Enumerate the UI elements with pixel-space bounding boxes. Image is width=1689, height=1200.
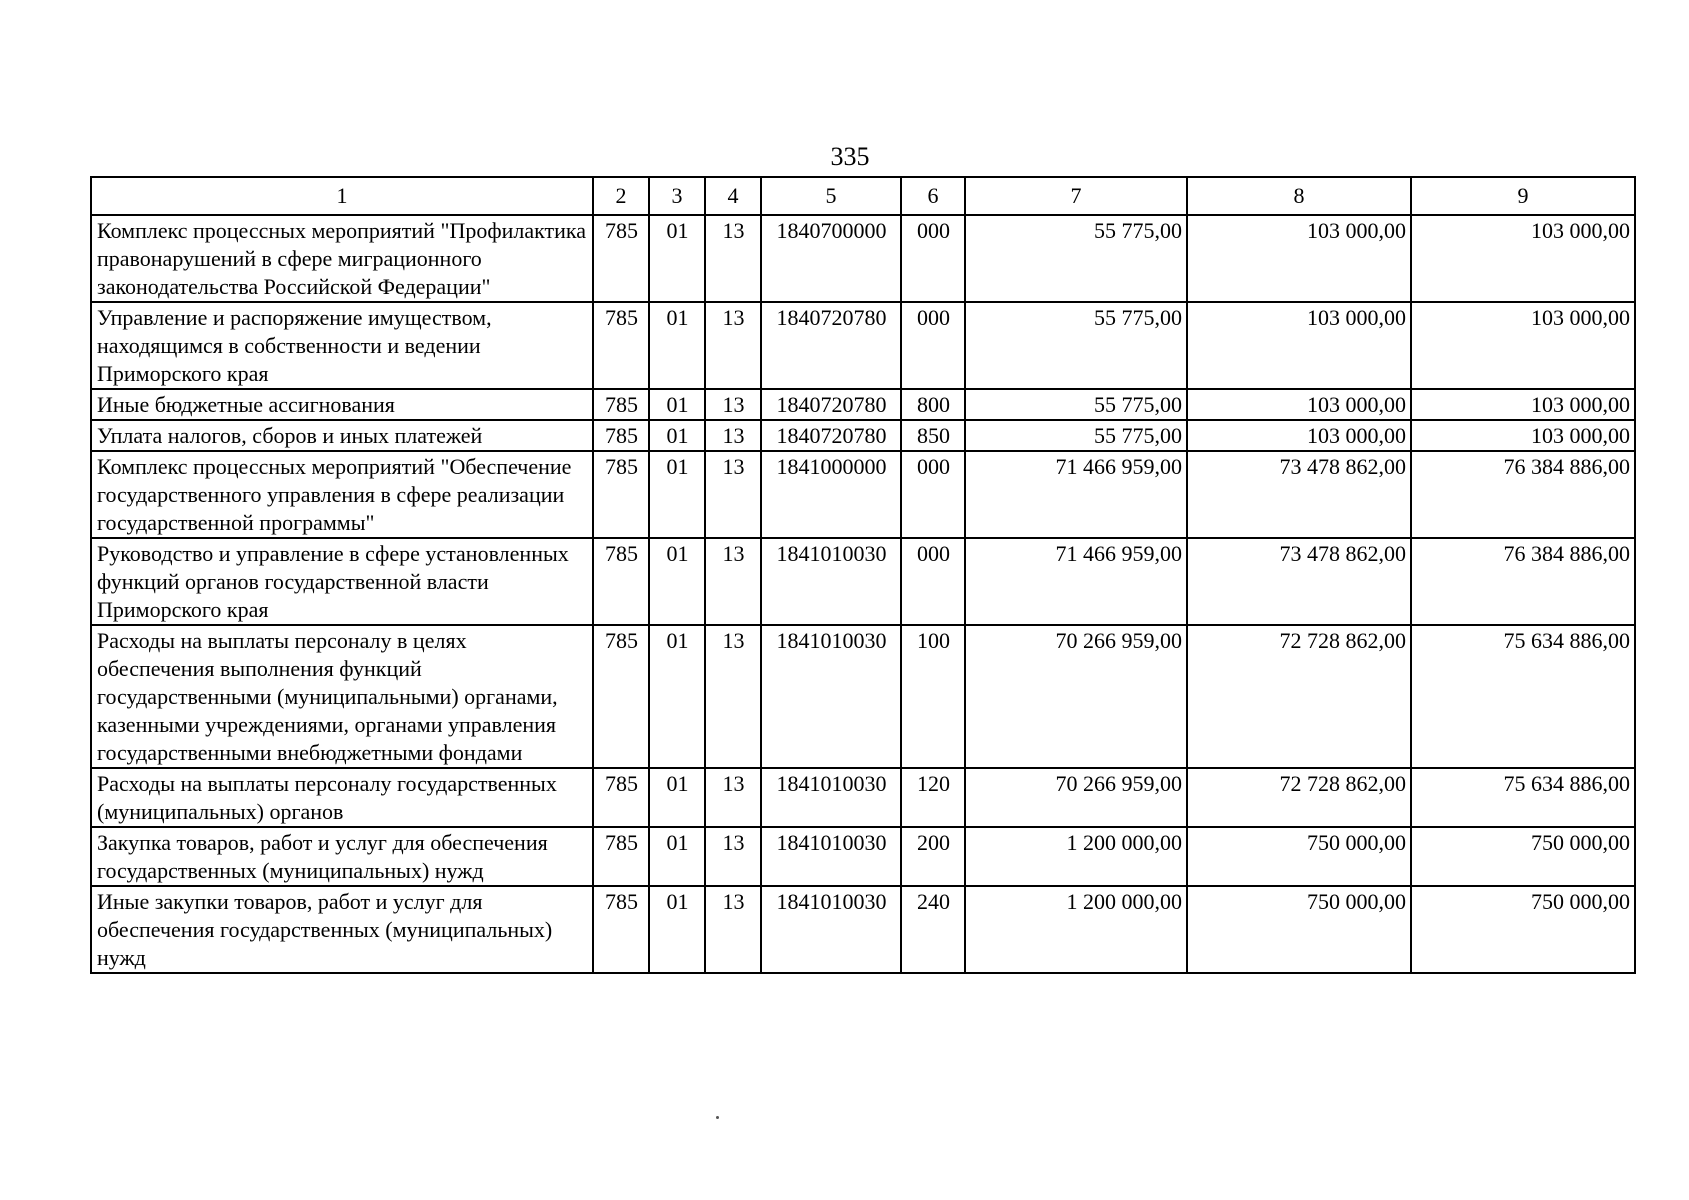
code-target-article: 1840720780 <box>761 389 901 420</box>
code-subsection: 13 <box>705 538 761 625</box>
amount-col8: 103 000,00 <box>1187 420 1411 451</box>
amount-col7: 55 775,00 <box>965 420 1187 451</box>
code-target-article: 1841010030 <box>761 827 901 886</box>
code-target-article: 1841000000 <box>761 451 901 538</box>
amount-col7: 55 775,00 <box>965 302 1187 389</box>
column-header: 9 <box>1411 177 1635 215</box>
row-name: Расходы на выплаты персоналу государственных (муниципальных) органов <box>91 768 593 827</box>
row-name: Управление и распоряжение имуществом, находящимся в собственности и ведении Приморского края <box>91 302 593 389</box>
code-expense-type: 000 <box>901 538 965 625</box>
column-header: 8 <box>1187 177 1411 215</box>
amount-col8: 72 728 862,00 <box>1187 625 1411 768</box>
code-expense-type: 000 <box>901 451 965 538</box>
amount-col7: 1 200 000,00 <box>965 827 1187 886</box>
code-section: 01 <box>649 451 705 538</box>
code-target-article: 1841010030 <box>761 768 901 827</box>
amount-col8: 73 478 862,00 <box>1187 451 1411 538</box>
amount-col7: 71 466 959,00 <box>965 451 1187 538</box>
code-ministry: 785 <box>593 420 649 451</box>
code-ministry: 785 <box>593 389 649 420</box>
code-target-article: 1840720780 <box>761 302 901 389</box>
code-expense-type: 000 <box>901 302 965 389</box>
row-name: Комплекс процессных мероприятий "Профилактика правонарушений в сфере миграционного законодательства Российской Федерации" <box>91 215 593 302</box>
code-expense-type: 200 <box>901 827 965 886</box>
table-row <box>91 768 1635 827</box>
code-subsection: 13 <box>705 625 761 768</box>
amount-col9: 750 000,00 <box>1411 886 1635 973</box>
code-subsection: 13 <box>705 827 761 886</box>
table-row <box>91 538 1635 625</box>
column-header: 5 <box>761 177 901 215</box>
code-expense-type: 850 <box>901 420 965 451</box>
column-header: 7 <box>965 177 1187 215</box>
amount-col9: 75 634 886,00 <box>1411 768 1635 827</box>
table-row <box>91 215 1635 302</box>
amount-col7: 70 266 959,00 <box>965 768 1187 827</box>
code-ministry: 785 <box>593 302 649 389</box>
code-ministry: 785 <box>593 886 649 973</box>
budget-table <box>90 176 1636 974</box>
table-row <box>91 886 1635 973</box>
table-row <box>91 451 1635 538</box>
code-ministry: 785 <box>593 451 649 538</box>
code-section: 01 <box>649 827 705 886</box>
amount-col8: 103 000,00 <box>1187 389 1411 420</box>
column-header: 6 <box>901 177 965 215</box>
code-section: 01 <box>649 538 705 625</box>
amount-col7: 55 775,00 <box>965 389 1187 420</box>
code-expense-type: 800 <box>901 389 965 420</box>
code-subsection: 13 <box>705 215 761 302</box>
page-number: 335 <box>830 142 870 171</box>
amount-col9: 76 384 886,00 <box>1411 451 1635 538</box>
amount-col7: 55 775,00 <box>965 215 1187 302</box>
amount-col9: 103 000,00 <box>1411 215 1635 302</box>
code-section: 01 <box>649 625 705 768</box>
code-ministry: 785 <box>593 625 649 768</box>
code-section: 01 <box>649 302 705 389</box>
row-name: Иные бюджетные ассигнования <box>91 389 593 420</box>
code-subsection: 13 <box>705 768 761 827</box>
code-ministry: 785 <box>593 827 649 886</box>
column-header: 2 <box>593 177 649 215</box>
code-subsection: 13 <box>705 886 761 973</box>
amount-col9: 75 634 886,00 <box>1411 625 1635 768</box>
amount-col8: 72 728 862,00 <box>1187 768 1411 827</box>
code-subsection: 13 <box>705 420 761 451</box>
row-name: Иные закупки товаров, работ и услуг для обеспечения государственных (муниципальных) нужд <box>91 886 593 973</box>
code-expense-type: 120 <box>901 768 965 827</box>
code-section: 01 <box>649 420 705 451</box>
table-row <box>91 420 1635 451</box>
scan-speck <box>716 1116 719 1119</box>
code-target-article: 1841010030 <box>761 538 901 625</box>
code-ministry: 785 <box>593 768 649 827</box>
code-section: 01 <box>649 768 705 827</box>
amount-col9: 103 000,00 <box>1411 420 1635 451</box>
code-subsection: 13 <box>705 389 761 420</box>
column-header: 4 <box>705 177 761 215</box>
table-row <box>91 302 1635 389</box>
amount-col8: 750 000,00 <box>1187 827 1411 886</box>
amount-col7: 1 200 000,00 <box>965 886 1187 973</box>
amount-col7: 71 466 959,00 <box>965 538 1187 625</box>
code-target-article: 1840700000 <box>761 215 901 302</box>
code-ministry: 785 <box>593 538 649 625</box>
header-row <box>91 177 1635 215</box>
table-row <box>91 625 1635 768</box>
amount-col8: 103 000,00 <box>1187 215 1411 302</box>
column-header: 3 <box>649 177 705 215</box>
table-row <box>91 827 1635 886</box>
code-expense-type: 000 <box>901 215 965 302</box>
row-name: Расходы на выплаты персоналу в целях обеспечения выполнения функций государственными (муниципальными) органами, казенными учреждениями, органами управления государственными внебюджетными фондами <box>91 625 593 768</box>
code-section: 01 <box>649 389 705 420</box>
code-ministry: 785 <box>593 215 649 302</box>
code-section: 01 <box>649 215 705 302</box>
amount-col9: 103 000,00 <box>1411 302 1635 389</box>
amount-col7: 70 266 959,00 <box>965 625 1187 768</box>
code-expense-type: 240 <box>901 886 965 973</box>
amount-col8: 73 478 862,00 <box>1187 538 1411 625</box>
code-expense-type: 100 <box>901 625 965 768</box>
amount-col8: 750 000,00 <box>1187 886 1411 973</box>
code-subsection: 13 <box>705 302 761 389</box>
row-name: Уплата налогов, сборов и иных платежей <box>91 420 593 451</box>
code-target-article: 1840720780 <box>761 420 901 451</box>
row-name: Комплекс процессных мероприятий "Обеспечение государственного управления в сфере реализации государственной программы" <box>91 451 593 538</box>
code-target-article: 1841010030 <box>761 886 901 973</box>
code-subsection: 13 <box>705 451 761 538</box>
row-name: Закупка товаров, работ и услуг для обеспечения государственных (муниципальных) нужд <box>91 827 593 886</box>
code-target-article: 1841010030 <box>761 625 901 768</box>
amount-col8: 103 000,00 <box>1187 302 1411 389</box>
amount-col9: 750 000,00 <box>1411 827 1635 886</box>
amount-col9: 76 384 886,00 <box>1411 538 1635 625</box>
code-section: 01 <box>649 886 705 973</box>
table-row <box>91 389 1635 420</box>
column-header: 1 <box>91 177 593 215</box>
amount-col9: 103 000,00 <box>1411 389 1635 420</box>
row-name: Руководство и управление в сфере установленных функций органов государственной власти Приморского края <box>91 538 593 625</box>
